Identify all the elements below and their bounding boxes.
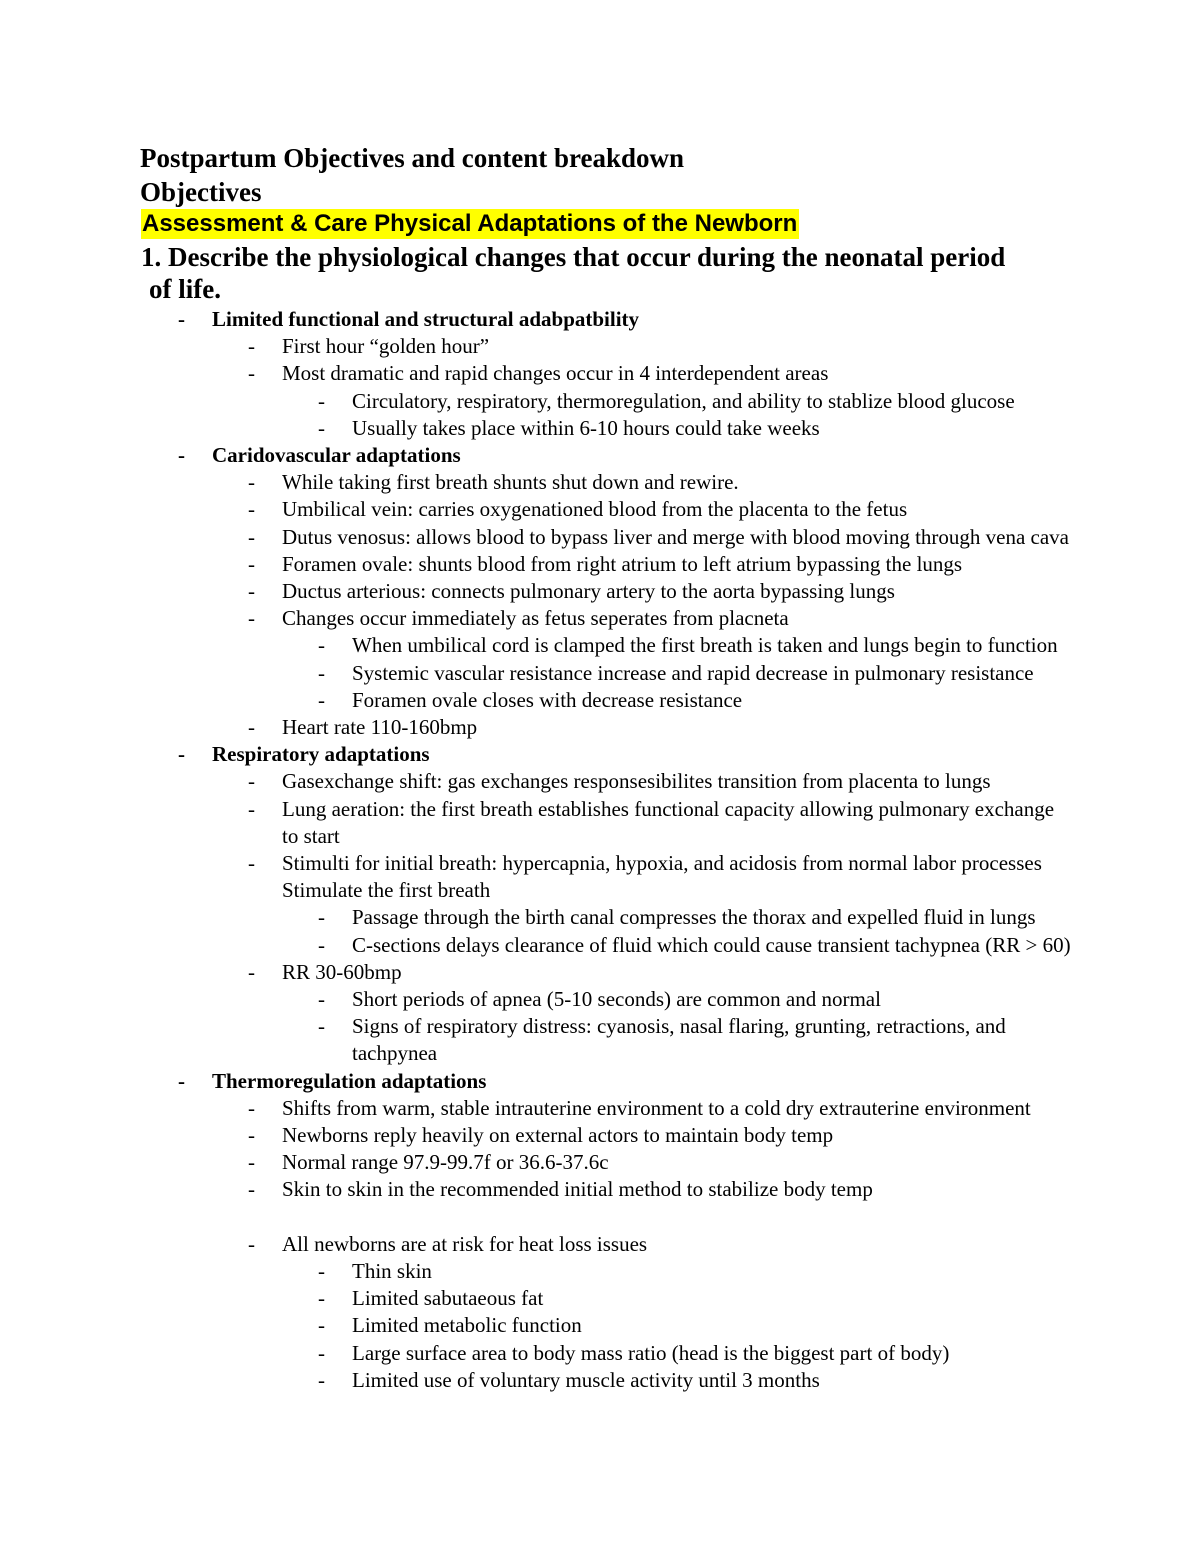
outline-item-level2 bbox=[248, 959, 402, 986]
document-title: Postpartum Objectives and content breakdown bbox=[140, 143, 685, 173]
outline-item-level3 bbox=[318, 388, 1015, 415]
bullet-dash: - bbox=[248, 715, 255, 739]
outline-item-level2 bbox=[248, 333, 490, 360]
outline-item-text: C-sections delays clearance of fluid which could cause transient tachypnea (RR > 60) bbox=[352, 932, 1071, 957]
outline-item-text: Short periods of apnea (5-10 seconds) are common and normal bbox=[352, 987, 881, 1011]
outline-item-text: Ductus arterious: connects pulmonary artery to the aorta bypassing lungs bbox=[282, 579, 895, 603]
outline-item-text: Lung aeration: the first breath establishes functional capacity allowing pulmonary exchange bbox=[282, 796, 1055, 821]
outline-item-text: Limited sabutaeous fat bbox=[352, 1286, 544, 1311]
bullet-dash: - bbox=[318, 415, 325, 440]
outline-item-level3 bbox=[318, 1340, 950, 1367]
outline-item-text: Limited metabolic function bbox=[352, 1313, 582, 1338]
bullet-dash: - bbox=[178, 443, 185, 467]
bullet-dash: - bbox=[248, 796, 255, 821]
outline-item-level3 bbox=[318, 904, 1036, 931]
outline-item-level3 bbox=[318, 1285, 544, 1312]
objective-question-line1: 1. Describe the physiological changes that occur during the neonatal period bbox=[141, 242, 1006, 272]
outline-item-level2 bbox=[248, 605, 789, 632]
bullet-dash: - bbox=[318, 1313, 325, 1338]
bullet-dash: - bbox=[318, 687, 325, 712]
outline-item-text: Dutus venosus: allows blood to bypass liver and merge with blood moving through vena cava bbox=[282, 524, 1069, 549]
outline-item-text: Skin to skin in the recommended initial method to stabilize body temp bbox=[282, 1177, 873, 1202]
outline-item-level2 bbox=[248, 1231, 648, 1258]
outline-item-text: Signs of respiratory distress: cyanosis, nasal flaring, grunting, retractions, and bbox=[352, 1014, 1006, 1039]
bullet-dash: - bbox=[318, 1014, 325, 1039]
outline-item-level2 bbox=[248, 524, 1069, 551]
bullet-dash: - bbox=[178, 1068, 185, 1093]
outline-item-text: Heart rate 110-160bmp bbox=[282, 715, 478, 739]
outline-item-level3 bbox=[318, 660, 1034, 687]
outline-item-text: Caridovascular adaptations bbox=[212, 443, 461, 467]
outline-item-level1 bbox=[178, 741, 430, 768]
bullet-dash: - bbox=[318, 987, 325, 1011]
bullet-dash: - bbox=[178, 742, 185, 767]
bullet-dash: - bbox=[318, 1340, 325, 1365]
outline-item-level2 bbox=[248, 578, 895, 605]
outline-item-level3 bbox=[318, 632, 1058, 659]
outline-item-level3 bbox=[318, 415, 820, 442]
outline-item-text: Respiratory adaptations bbox=[212, 742, 430, 767]
bullet-dash: - bbox=[248, 851, 255, 875]
bullet-dash: - bbox=[248, 769, 255, 794]
outline-item-text: Circulatory, respiratory, thermoregulation, and ability to stablize blood glucose bbox=[352, 388, 1015, 413]
outline-item-level2 bbox=[248, 1176, 873, 1203]
outline-item-text: When umbilical cord is clamped the first breath is taken and lungs begin to function bbox=[352, 633, 1058, 658]
outline-item-level1 bbox=[178, 442, 461, 469]
outline-item-text: Gasexchange shift: gas exchanges responsesibilites transition from placenta to lungs bbox=[282, 769, 991, 794]
outline-item-level2 bbox=[248, 360, 829, 387]
bullet-dash: - bbox=[248, 361, 255, 386]
outline-item-text: Usually takes place within 6-10 hours could take weeks bbox=[352, 415, 820, 440]
bullet-dash: - bbox=[318, 660, 325, 685]
outline-item-text: Newborns reply heavily on external actors to maintain body temp bbox=[282, 1123, 834, 1147]
outline-item-text: Umbilical vein: carries oxygenationed blood from the placenta to the fetus bbox=[282, 497, 908, 522]
outline-item-text: Normal range 97.9-99.7f or 36.6-37.6c bbox=[282, 1150, 609, 1175]
outline-item-text: Foramen ovale closes with decrease resistance bbox=[352, 687, 743, 712]
outline-item-level2 bbox=[248, 1095, 1031, 1122]
outline-item-text: First hour “golden hour” bbox=[282, 334, 490, 359]
outline-item-level3 bbox=[318, 932, 1071, 959]
outline-item-text: Limited functional and structural adabpatbility bbox=[212, 307, 640, 331]
outline-item-text: Shifts from warm, stable intrauterine environment to a cold dry extrauterine environment bbox=[282, 1095, 1031, 1120]
outline-item-level2 bbox=[248, 551, 963, 578]
bullet-dash: - bbox=[248, 524, 255, 549]
outline-item-text: Foramen ovale: shunts blood from right atrium to left atrium bypassing the lungs bbox=[282, 551, 963, 576]
document-subtitle: Objectives bbox=[140, 177, 262, 207]
outline-item-level3 bbox=[318, 687, 743, 714]
bullet-dash: - bbox=[248, 551, 255, 576]
outline-item-text: While taking first breath shunts shut down and rewire. bbox=[282, 470, 739, 495]
outline-item-level1 bbox=[178, 306, 640, 333]
section-heading-highlighted: Assessment & Care Physical Adaptations of the Newborn bbox=[142, 210, 798, 237]
bullet-dash: - bbox=[318, 633, 325, 658]
outline-item-text: Thermoregulation adaptations bbox=[212, 1068, 487, 1093]
bullet-dash: - bbox=[248, 579, 255, 603]
objective-question bbox=[141, 241, 1121, 305]
bullet-dash: - bbox=[248, 959, 255, 984]
outline-item-text: RR 30-60bmp bbox=[282, 959, 402, 984]
outline-item-level2 bbox=[248, 796, 1055, 823]
bullet-dash: - bbox=[248, 1177, 255, 1202]
outline-item-level2 bbox=[248, 496, 908, 523]
outline-item-text: Stimulti for initial breath: hypercapnia, hypoxia, and acidosis from normal labor processes bbox=[282, 851, 1042, 875]
outline-item-continuation: Stimulate the first breath bbox=[282, 878, 491, 903]
bullet-dash: - bbox=[248, 334, 255, 359]
outline-item-text: Most dramatic and rapid changes occur in 4 interdependent areas bbox=[282, 361, 829, 386]
bullet-dash: - bbox=[248, 1150, 255, 1175]
outline-item-level2 bbox=[248, 714, 478, 741]
bullet-dash: - bbox=[318, 1259, 325, 1283]
outline-item-level1 bbox=[178, 1068, 487, 1095]
outline-item-text: Thin skin bbox=[352, 1259, 432, 1283]
bullet-dash: - bbox=[248, 1095, 255, 1120]
outline-item-text: Passage through the birth canal compresses the thorax and expelled fluid in lungs bbox=[352, 905, 1036, 930]
outline-item-continuation: tachpynea bbox=[352, 1041, 438, 1066]
bullet-dash: - bbox=[318, 905, 325, 930]
bullet-dash: - bbox=[318, 932, 325, 957]
outline-item-level3 bbox=[318, 1367, 820, 1394]
bullet-dash: - bbox=[248, 470, 255, 495]
bullet-dash: - bbox=[318, 388, 325, 413]
bullet-dash: - bbox=[318, 1367, 325, 1392]
outline-item-level3 bbox=[318, 1312, 582, 1339]
outline-item-text: Large surface area to body mass ratio (head is the biggest part of body) bbox=[352, 1340, 950, 1365]
outline-item-text: All newborns are at risk for heat loss issues bbox=[282, 1231, 648, 1256]
bullet-dash: - bbox=[318, 1286, 325, 1311]
outline-item-continuation: to start bbox=[282, 823, 340, 848]
outline-item-level3 bbox=[318, 1013, 1006, 1040]
bullet-dash: - bbox=[248, 497, 255, 522]
outline-item-level3 bbox=[318, 986, 881, 1013]
bullet-dash: - bbox=[248, 606, 255, 631]
bullet-dash: - bbox=[178, 307, 185, 331]
outline-item-level2 bbox=[248, 850, 1042, 877]
outline-item-level2 bbox=[248, 1149, 609, 1176]
outline-item-text: Systemic vascular resistance increase and rapid decrease in pulmonary resistance bbox=[352, 660, 1034, 685]
outline-item-text: Limited use of voluntary muscle activity until 3 months bbox=[352, 1367, 820, 1392]
outline-item-level2 bbox=[248, 469, 739, 496]
outline-item-text: Changes occur immediately as fetus seperates from placneta bbox=[282, 606, 789, 631]
outline-item-level2 bbox=[248, 768, 991, 795]
outline-item-level3 bbox=[318, 1258, 432, 1285]
objective-question-line2: of life. bbox=[149, 274, 221, 304]
bullet-dash: - bbox=[248, 1231, 255, 1256]
bullet-dash: - bbox=[248, 1123, 255, 1147]
outline-item-level2 bbox=[248, 1122, 834, 1149]
